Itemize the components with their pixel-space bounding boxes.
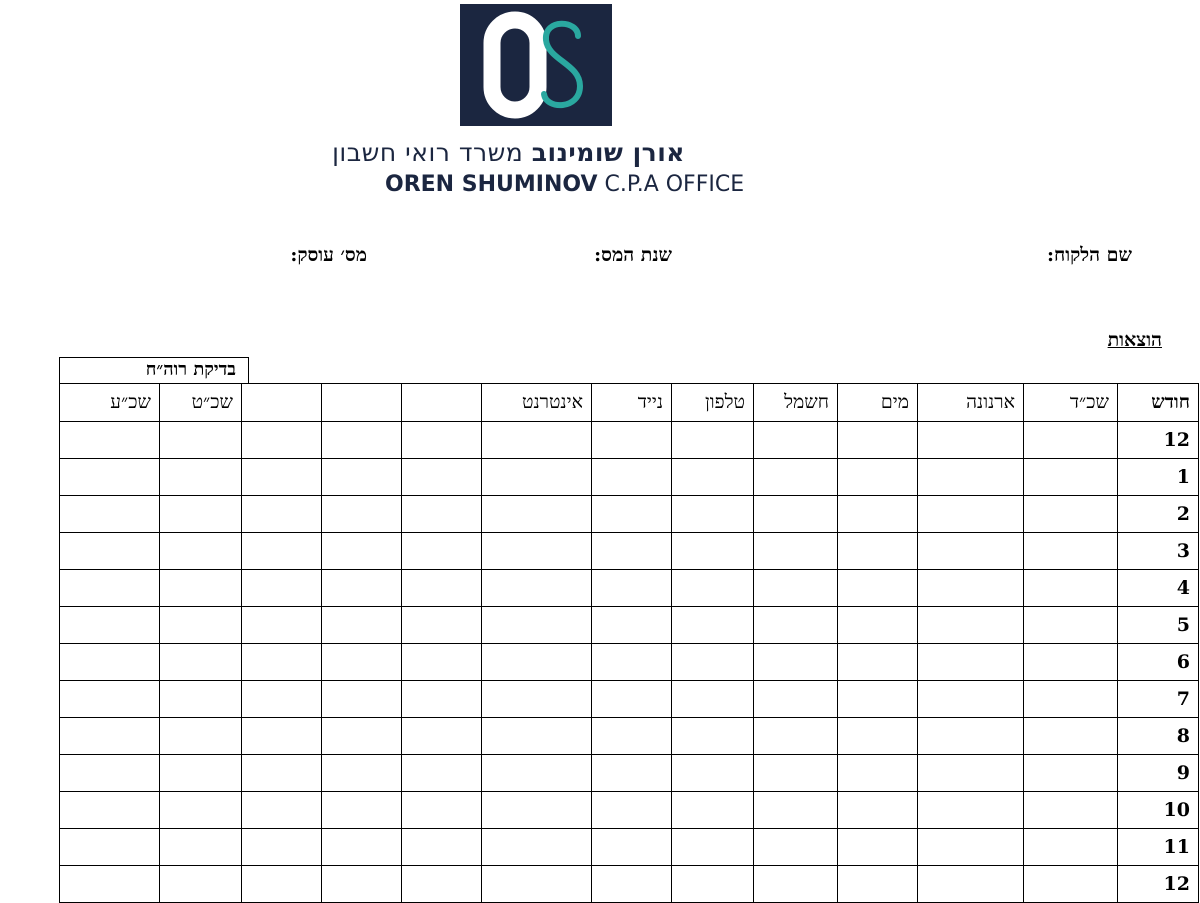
entry-cell[interactable] (918, 644, 1024, 681)
entry-cell[interactable] (672, 496, 754, 533)
accountant-check-header: בדיקת רוה״ח (59, 357, 249, 383)
entry-cell[interactable] (242, 459, 322, 496)
entry-cell[interactable] (322, 607, 402, 644)
entry-cell[interactable] (60, 718, 160, 755)
entry-cell[interactable] (672, 607, 754, 644)
entry-cell[interactable] (672, 459, 754, 496)
header-row (60, 384, 1199, 422)
table-row (60, 496, 1199, 533)
entry-cell[interactable] (242, 570, 322, 607)
entry-cell[interactable] (60, 829, 160, 866)
header-cell: חשמל (754, 384, 838, 422)
entry-cell[interactable] (322, 829, 402, 866)
entry-cell[interactable] (242, 829, 322, 866)
entry-cell[interactable] (482, 644, 592, 681)
entry-cell[interactable] (838, 533, 918, 570)
entry-cell[interactable] (160, 792, 242, 829)
entry-cell[interactable] (60, 459, 160, 496)
entry-cell[interactable] (60, 792, 160, 829)
entry-cell[interactable] (60, 755, 160, 792)
entry-cell[interactable] (242, 533, 322, 570)
entry-cell[interactable] (322, 570, 402, 607)
entry-cell[interactable] (754, 644, 838, 681)
header-cell (402, 384, 482, 422)
entry-cell[interactable] (60, 496, 160, 533)
entry-cell[interactable] (1024, 681, 1118, 718)
entry-cell[interactable] (918, 681, 1024, 718)
entry-cell[interactable] (482, 718, 592, 755)
entry-cell[interactable] (402, 422, 482, 459)
table-row (60, 755, 1199, 792)
entry-cell[interactable] (60, 422, 160, 459)
entry-cell[interactable] (242, 681, 322, 718)
month-cell: 12 (1118, 422, 1199, 459)
entry-cell[interactable] (60, 570, 160, 607)
entry-cell[interactable] (838, 718, 918, 755)
entry-cell[interactable] (160, 422, 242, 459)
entry-cell[interactable] (322, 866, 402, 903)
brand-hebrew-name: אורן שומינוב (531, 138, 685, 167)
entry-cell[interactable] (592, 607, 672, 644)
entry-cell[interactable] (672, 533, 754, 570)
entry-cell[interactable] (482, 681, 592, 718)
brand-english-office: C.P.A OFFICE (604, 172, 745, 197)
entry-cell[interactable] (592, 570, 672, 607)
header-cell: טלפון (672, 384, 754, 422)
header-cell: שכ״ע (60, 384, 160, 422)
entry-cell[interactable] (592, 681, 672, 718)
entry-cell[interactable] (402, 718, 482, 755)
entry-cell[interactable] (838, 644, 918, 681)
entry-cell[interactable] (482, 866, 592, 903)
entry-cell[interactable] (672, 829, 754, 866)
entry-cell[interactable] (322, 644, 402, 681)
entry-cell[interactable] (838, 607, 918, 644)
entry-cell[interactable] (838, 570, 918, 607)
entry-cell[interactable] (322, 533, 402, 570)
table-row (60, 644, 1199, 681)
expenses-title: הוצאות (1107, 329, 1162, 351)
month-cell: 2 (1118, 496, 1199, 533)
month-cell: 11 (1118, 829, 1199, 866)
tax-year-label: שנת המס: (594, 244, 672, 266)
entry-cell[interactable] (322, 459, 402, 496)
entry-cell[interactable] (918, 570, 1024, 607)
entry-cell[interactable] (918, 866, 1024, 903)
entry-cell[interactable] (838, 866, 918, 903)
entry-cell[interactable] (322, 718, 402, 755)
header-cell: שכ״ד (1024, 384, 1118, 422)
month-cell: 8 (1118, 718, 1199, 755)
table-row (60, 829, 1199, 866)
month-cell: 4 (1118, 570, 1199, 607)
entry-cell[interactable] (918, 829, 1024, 866)
entry-cell[interactable] (160, 866, 242, 903)
entry-cell[interactable] (838, 422, 918, 459)
entry-cell[interactable] (402, 792, 482, 829)
month-cell: 3 (1118, 533, 1199, 570)
business-number-label: מס׳ עוסק: (290, 244, 367, 266)
entry-cell[interactable] (482, 755, 592, 792)
entry-cell[interactable] (160, 459, 242, 496)
entry-cell[interactable] (402, 681, 482, 718)
entry-cell[interactable] (838, 681, 918, 718)
entry-cell[interactable] (672, 866, 754, 903)
entry-cell[interactable] (672, 792, 754, 829)
month-cell: 1 (1118, 459, 1199, 496)
brand-english-name: OREN SHUMINOV (385, 172, 598, 197)
month-cell: 10 (1118, 792, 1199, 829)
entry-cell[interactable] (60, 607, 160, 644)
entry-cell[interactable] (482, 570, 592, 607)
entry-cell[interactable] (1024, 459, 1118, 496)
entry-cell[interactable] (482, 533, 592, 570)
entry-cell[interactable] (592, 459, 672, 496)
header-cell: אינטרנט (482, 384, 592, 422)
brand-english (385, 172, 745, 197)
entry-cell[interactable] (160, 570, 242, 607)
entry-cell[interactable] (160, 644, 242, 681)
header-cell: נייד (592, 384, 672, 422)
entry-cell[interactable] (754, 459, 838, 496)
header-cell (322, 384, 402, 422)
entry-cell[interactable] (918, 718, 1024, 755)
entry-cell[interactable] (1024, 792, 1118, 829)
entry-cell[interactable] (754, 422, 838, 459)
entry-cell[interactable] (754, 755, 838, 792)
table-row (60, 866, 1199, 903)
entry-cell[interactable] (918, 792, 1024, 829)
entry-cell[interactable] (754, 607, 838, 644)
entry-cell[interactable] (482, 607, 592, 644)
entry-cell[interactable] (1024, 607, 1118, 644)
entry-cell[interactable] (160, 533, 242, 570)
brand-hebrew-office: משרד רואי חשבון (332, 138, 524, 167)
entry-cell[interactable] (838, 755, 918, 792)
entry-cell[interactable] (322, 422, 402, 459)
header-cell (242, 384, 322, 422)
entry-cell[interactable] (754, 866, 838, 903)
header-cell: חודש (1118, 384, 1199, 422)
entry-cell[interactable] (242, 644, 322, 681)
table-row (60, 570, 1199, 607)
entry-cell[interactable] (402, 533, 482, 570)
month-cell: 12 (1118, 866, 1199, 903)
entry-cell[interactable] (838, 459, 918, 496)
entry-cell[interactable] (918, 422, 1024, 459)
entry-cell[interactable] (592, 496, 672, 533)
entry-cell[interactable] (242, 718, 322, 755)
header-cell: ארנונה (918, 384, 1024, 422)
entry-cell[interactable] (1024, 570, 1118, 607)
entry-cell[interactable] (242, 792, 322, 829)
table-row (60, 607, 1199, 644)
entry-cell[interactable] (242, 607, 322, 644)
month-cell: 5 (1118, 607, 1199, 644)
table-row (60, 681, 1199, 718)
entry-cell[interactable] (754, 829, 838, 866)
entry-cell[interactable] (1024, 422, 1118, 459)
entry-cell[interactable] (242, 422, 322, 459)
entry-cell[interactable] (838, 496, 918, 533)
entry-cell[interactable] (402, 866, 482, 903)
entry-cell[interactable] (482, 829, 592, 866)
entry-cell[interactable] (402, 570, 482, 607)
entry-cell[interactable] (322, 496, 402, 533)
entry-cell[interactable] (402, 459, 482, 496)
entry-cell[interactable] (592, 792, 672, 829)
entry-cell[interactable] (754, 570, 838, 607)
entry-cell[interactable] (402, 607, 482, 644)
table-row (60, 792, 1199, 829)
entry-cell[interactable] (60, 644, 160, 681)
entry-cell[interactable] (1024, 496, 1118, 533)
entry-cell[interactable] (754, 792, 838, 829)
entry-cell[interactable] (322, 755, 402, 792)
brand-hebrew (332, 138, 685, 167)
month-cell: 9 (1118, 755, 1199, 792)
entry-cell[interactable] (754, 681, 838, 718)
entry-cell[interactable] (1024, 866, 1118, 903)
entry-cell[interactable] (918, 496, 1024, 533)
entry-cell[interactable] (160, 829, 242, 866)
entry-cell[interactable] (672, 755, 754, 792)
entry-cell[interactable] (160, 496, 242, 533)
company-logo (460, 4, 612, 126)
entry-cell[interactable] (160, 755, 242, 792)
client-name-label: שם הלקוח: (1046, 244, 1132, 266)
entry-cell[interactable] (592, 829, 672, 866)
entry-cell[interactable] (160, 607, 242, 644)
entry-cell[interactable] (754, 496, 838, 533)
entry-cell[interactable] (1024, 755, 1118, 792)
entry-cell[interactable] (754, 533, 838, 570)
entry-cell[interactable] (160, 681, 242, 718)
table-row (60, 422, 1199, 459)
entry-cell[interactable] (402, 644, 482, 681)
entry-cell[interactable] (242, 496, 322, 533)
entry-cell[interactable] (160, 718, 242, 755)
month-cell: 7 (1118, 681, 1199, 718)
entry-cell[interactable] (918, 533, 1024, 570)
entry-cell[interactable] (482, 792, 592, 829)
entry-cell[interactable] (592, 644, 672, 681)
entry-cell[interactable] (1024, 718, 1118, 755)
entry-cell[interactable] (60, 681, 160, 718)
table-row (60, 533, 1199, 570)
header-cell: מים (838, 384, 918, 422)
entry-cell[interactable] (838, 829, 918, 866)
entry-cell[interactable] (918, 607, 1024, 644)
entry-cell[interactable] (482, 459, 592, 496)
entry-cell[interactable] (322, 681, 402, 718)
entry-cell[interactable] (592, 533, 672, 570)
entry-cell[interactable] (242, 755, 322, 792)
entry-cell[interactable] (482, 422, 592, 459)
entry-cell[interactable] (918, 755, 1024, 792)
entry-cell[interactable] (672, 681, 754, 718)
entry-cell[interactable] (1024, 533, 1118, 570)
entry-cell[interactable] (322, 792, 402, 829)
entry-cell[interactable] (1024, 644, 1118, 681)
entry-cell[interactable] (672, 644, 754, 681)
entry-cell[interactable] (672, 422, 754, 459)
entry-cell[interactable] (672, 570, 754, 607)
entry-cell[interactable] (482, 496, 592, 533)
entry-cell[interactable] (402, 755, 482, 792)
table-row (60, 459, 1199, 496)
os-monogram-icon (462, 6, 610, 124)
entry-cell[interactable] (60, 533, 160, 570)
entry-cell[interactable] (60, 866, 160, 903)
month-cell: 6 (1118, 644, 1199, 681)
entry-cell[interactable] (592, 422, 672, 459)
entry-cell[interactable] (402, 829, 482, 866)
entry-cell[interactable] (838, 792, 918, 829)
entry-cell[interactable] (1024, 829, 1118, 866)
entry-cell[interactable] (402, 496, 482, 533)
header-cell: שכ״ט (160, 384, 242, 422)
expenses-table (59, 383, 1199, 903)
entry-cell[interactable] (242, 866, 322, 903)
table-row (60, 718, 1199, 755)
entry-cell[interactable] (754, 718, 838, 755)
entry-cell[interactable] (592, 866, 672, 903)
entry-cell[interactable] (592, 755, 672, 792)
entry-cell[interactable] (592, 718, 672, 755)
entry-cell[interactable] (918, 459, 1024, 496)
entry-cell[interactable] (672, 718, 754, 755)
